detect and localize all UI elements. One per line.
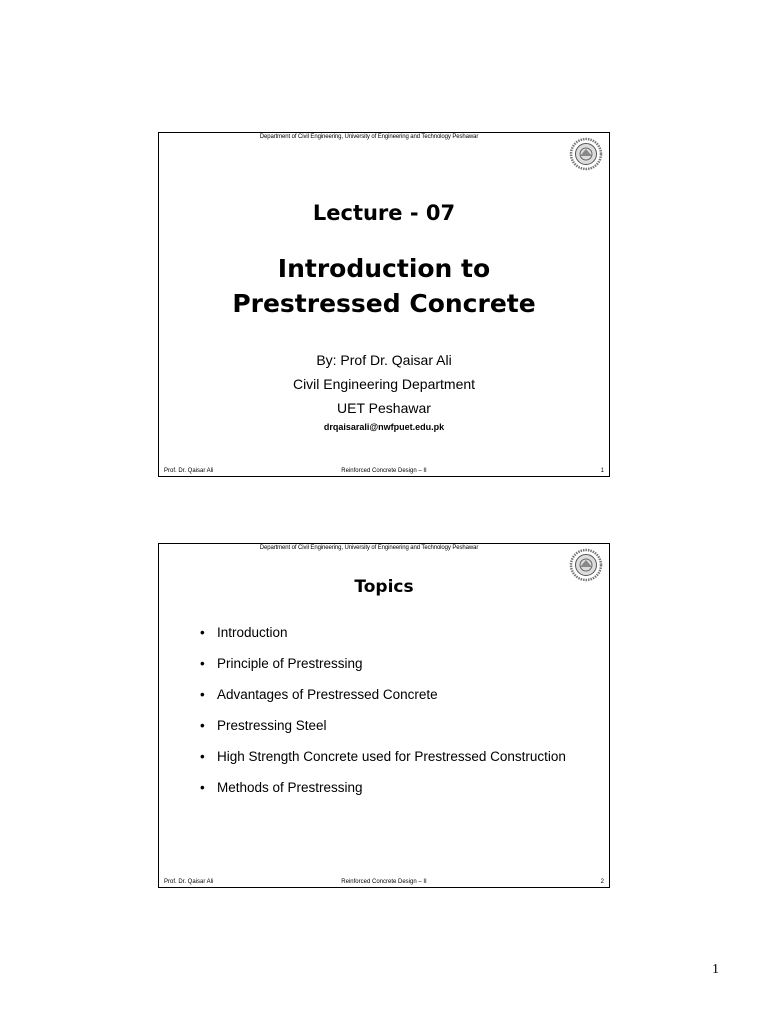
footer-course: Reinforced Concrete Design – II	[341, 468, 427, 474]
institution: UET Peshawar	[337, 400, 431, 416]
list-item: • Principle of Prestressing	[200, 653, 566, 675]
author-block	[159, 348, 609, 420]
title-line-2: Prestressed Concrete	[232, 289, 536, 318]
footer-author: Prof. Dr. Qaisar Ali	[164, 468, 214, 474]
page-number: 1	[712, 962, 719, 977]
list-item: • Methods of Prestressing	[200, 777, 566, 799]
slide-2	[158, 543, 610, 888]
footer-course: Reinforced Concrete Design – II	[341, 879, 427, 885]
slide-title	[159, 251, 609, 321]
list-item: • Advantages of Prestressed Concrete	[200, 684, 566, 706]
title-line-1: Introduction to	[277, 254, 491, 283]
list-item: • Introduction	[200, 622, 566, 644]
footer-author: Prof. Dr. Qaisar Ali	[164, 879, 214, 885]
topics-list	[200, 622, 566, 808]
slide-title: Topics	[354, 577, 414, 597]
department: Civil Engineering Department	[292, 376, 476, 392]
author-name: By: Prof Dr. Qaisar Ali	[316, 352, 452, 368]
author-email: drqaisarali@nwfpuet.edu.pk	[323, 422, 445, 432]
slide-header: Department of Civil Engineering, University of Engineering and Technology Peshawar	[259, 545, 479, 551]
university-seal-icon	[569, 137, 603, 171]
list-item: • Prestressing Steel	[200, 715, 566, 737]
slide-1	[158, 132, 610, 477]
slide-footer	[159, 466, 609, 476]
slide-number: 2	[600, 879, 604, 885]
slide-header: Department of Civil Engineering, University of Engineering and Technology Peshawar	[259, 134, 479, 140]
list-item: • High Strength Concrete used for Prestressed Construction	[200, 746, 566, 768]
slide-number: 1	[600, 468, 604, 474]
slide-footer	[159, 877, 609, 887]
lecture-number: Lecture - 07	[312, 201, 456, 225]
